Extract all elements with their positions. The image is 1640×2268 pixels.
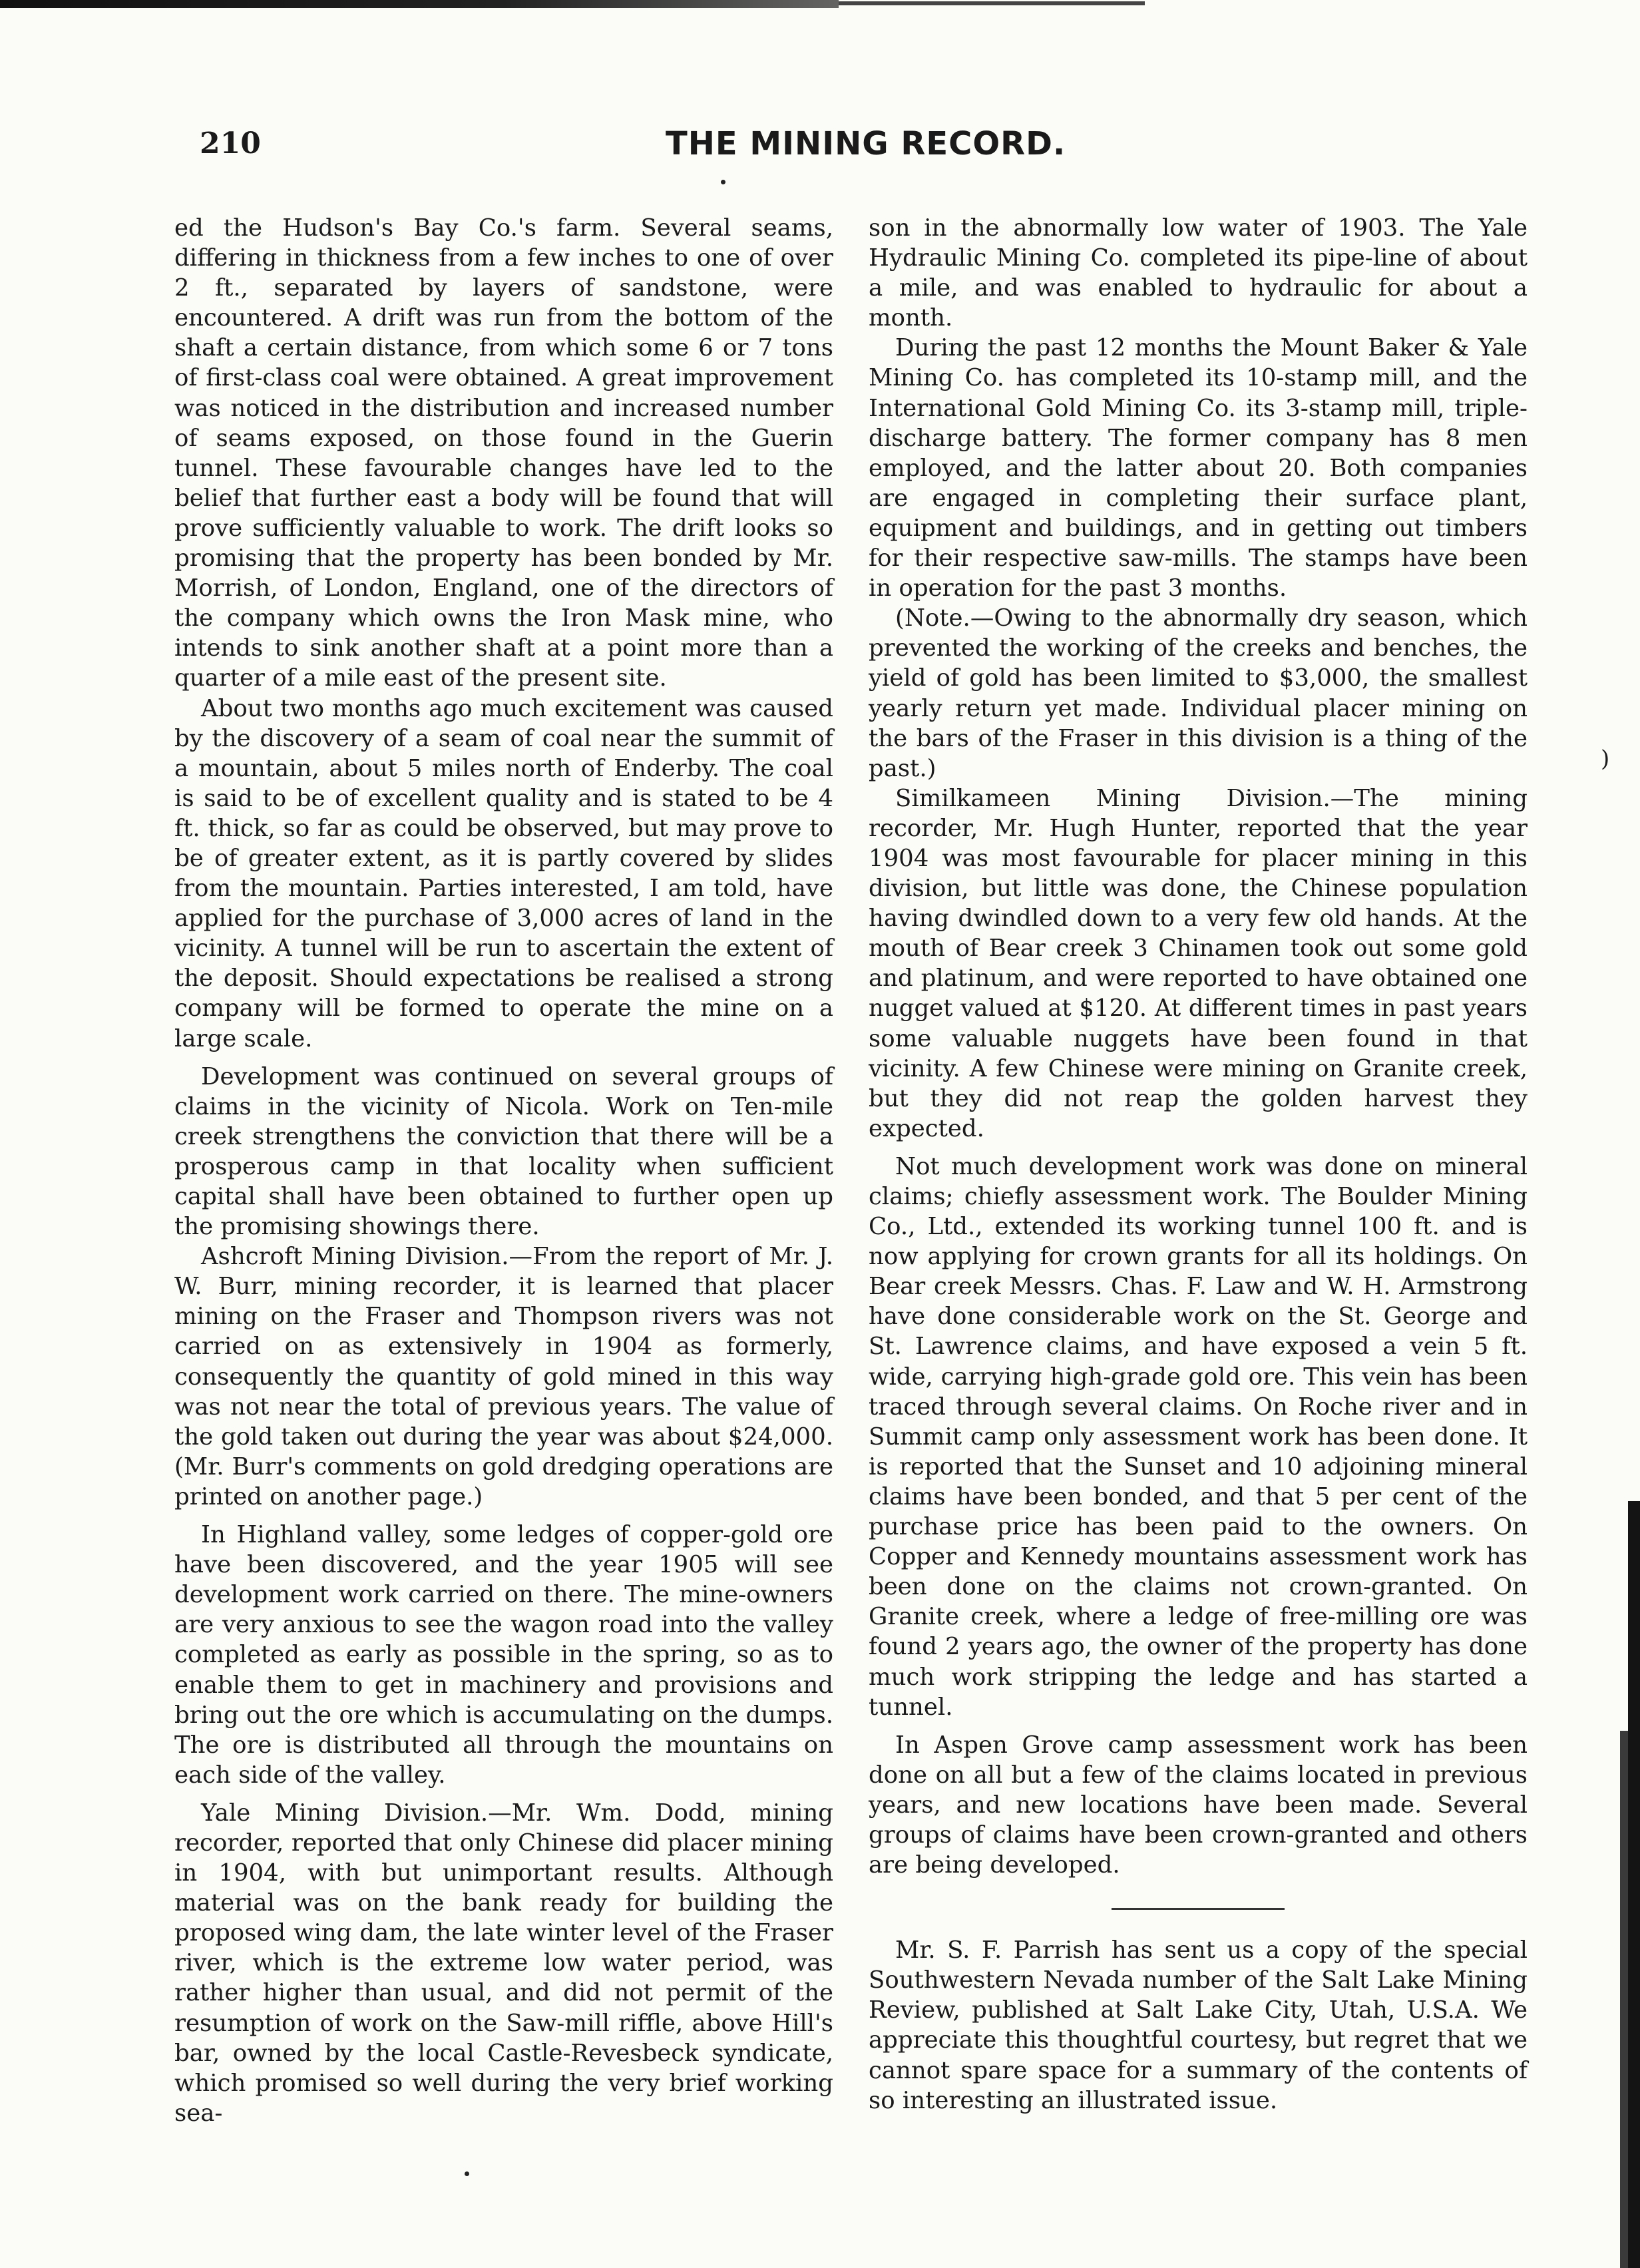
- paragraph-yale-division: Yale Mining Division.—Mr. Wm. Dodd, mining recorder, reported that only Chinese did placer mining in 1904, with but unimportant results. Although material was on the bank ready for building the proposed wing dam, the late winter level of the Fraser river, which is the extreme low water period, was rather higher than usual, and did not permit of the resumption of work on the Saw-mill riffle, above Hill's bar, owned by the local Castle-Revesbeck syndicate, which promised so well during the very brief working sea-: [174, 1799, 833, 2127]
- right-column: [869, 213, 1528, 2116]
- scan-speck: [721, 180, 725, 184]
- paragraph: In Highland valley, some ledges of copper-gold ore have been discovered, and the year 1905 will see development work carried on there. The mine-owners are very anxious to see the wagon road into the valley completed as early as possible in the spring, so as to enable them to get in machinery and provisions and bring out the ore which is accumulating on the dumps. The ore is distributed all through the mountains on each side of the valley.: [174, 1521, 833, 1789]
- left-column: [174, 213, 833, 2128]
- paragraph: About two months ago much excitement was caused by the discovery of a seam of coal near the summit of a mountain, about 5 miles north of Enderby. The coal is said to be of excellent quality and is stated to be 4 ft. thick, so far as could be observed, but may prove to be of greater extent, as it is partly covered by slides from the mountain. Parties interested, I am told, have applied for the purchase of 3,000 acres of land in the vicinity. A tunnel will be run to ascertain the extent of the deposit. Should expectations be realised a strong company will be formed to operate the mine on a large scale.: [174, 694, 833, 1052]
- paragraph-ashcroft-division: Ashcroft Mining Division.—From the report of Mr. J. W. Burr, mining recorder, it is learned that placer mining on the Fraser and Thompson rivers was not carried on as extensively in 1904 as formerly, consequently the quantity of gold mined in this way was not near the total of previous years. The value of the gold taken out during the year was about $24,000. (Mr. Burr's comments on gold dredging operations are printed on another page.): [174, 1243, 833, 1510]
- page-number: 210: [200, 126, 261, 160]
- page-top-rule-thin: [839, 1, 1145, 5]
- paragraph: ed the Hudson's Bay Co.'s farm. Several seams, differing in thickness from a few inches to one of over 2 ft., separated by layers of sandstone, were encountered. A drift was run from the bottom of the shaft a certain distance, from which some 6 or 7 tons of first-class coal were obtained. A great improvement was noticed in the distribution and increased number of seams exposed, on those found in the Guerin tunnel. These favourable changes have led to the belief that further east a body will be found that will prove sufficiently valuable to work. The drift looks so promising that the property has been bonded by Mr. Morrish, of London, England, one of the directors of the company which owns the Iron Mask mine, who intends to sink another shaft at a point more than a quarter of a mile east of the present site.: [174, 214, 833, 692]
- page-top-rule: [0, 0, 839, 8]
- paragraph: son in the abnormally low water of 1903. The Yale Hydraulic Mining Co. completed its pipe-line of about a mile, and was enabled to hydraulic for about a month.: [869, 214, 1528, 332]
- margin-mark: ): [1601, 746, 1610, 772]
- section-divider: [1112, 1908, 1285, 1910]
- paragraph-parrish-note: Mr. S. F. Parrish has sent us a copy of the special Southwestern Nevada number of the Salt Lake Mining Review, published at Salt Lake City, Utah, U.S.A. We appreciate this thoughtful courtesy, but regret that we cannot spare space for a summary of the contents of so interesting an illustrated issue.: [869, 1936, 1528, 2114]
- scan-speck: [465, 2171, 469, 2176]
- paragraph: Development was continued on several groups of claims in the vicinity of Nicola. Work on Ten-mile creek strengthens the conviction that there will be a prosperous camp in that locality when sufficient capital shall have been obtained to further open up the promising showings there.: [174, 1062, 833, 1241]
- scan-edge-shadow: [1628, 1501, 1640, 2268]
- paragraph-note: (Note.—Owing to the abnormally dry season, which prevented the working of the creeks and benches, the yield of gold has been limited to $3,000, the smallest yearly return yet made. Individual placer mining on the bars of the Fraser in this division is a thing of the past.): [869, 604, 1528, 782]
- scan-edge-shadow: [1620, 1731, 1628, 2268]
- paragraph: In Aspen Grove camp assessment work has been done on all but a few of the claims located in previous years, and new locations have been made. Several groups of claims have been crown-granted and others are being developed.: [869, 1731, 1528, 1879]
- paragraph-similkameen-division: Similkameen Mining Division.—The mining recorder, Mr. Hugh Hunter, reported that the year 1904 was most favourable for placer mining in this division, but little was done, the Chinese population having dwindled down to a very few old hands. At the mouth of Bear creek 3 Chinamen took out some gold and platinum, and were reported to have obtained one nugget valued at $120. At different times in past years some valuable nuggets have been found in that vicinity. A few Chinese were mining on Granite creek, but they did not reap the golden harvest they expected.: [869, 784, 1528, 1142]
- running-head-title: THE MINING RECORD.: [666, 125, 1066, 162]
- paragraph: Not much development work was done on mineral claims; chiefly assessment work. The Boulder Mining Co., Ltd., extended its working tunnel 100 ft. and is now applying for crown grants for all its holdings. On Bear creek Messrs. Chas. F. Law and W. H. Armstrong have done considerable work on the St. George and St. Lawrence claims, and have exposed a vein 5 ft. wide, carrying high-grade gold ore. This vein has been traced through several claims. On Roche river and in Summit camp only assessment work has been done. It is reported that the Sunset and 10 adjoining mineral claims have been bonded, and that 5 per cent of the purchase price has been paid to the owners. On Copper and Kennedy mountains assessment work has been done on the claims not crown-granted. On Granite creek, where a ledge of free-milling ore was found 2 years ago, the owner of the property has done much work stripping the ledge and has started a tunnel.: [869, 1152, 1528, 1721]
- paragraph: During the past 12 months the Mount Baker & Yale Mining Co. has completed its 10-stamp mill, and the International Gold Mining Co. its 3-stamp mill, triple-discharge battery. The former company has 8 men employed, and the latter about 20. Both companies are engaged in completing their surface plant, equipment and buildings, and in getting out timbers for their respective saw-mills. The stamps have been in operation for the past 3 months.: [869, 334, 1528, 602]
